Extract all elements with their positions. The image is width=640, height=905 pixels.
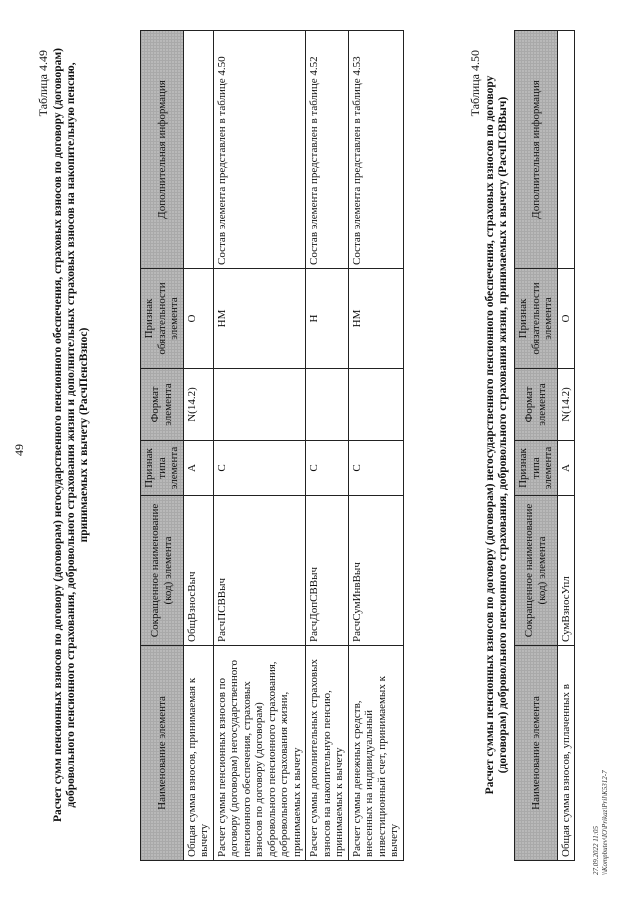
- table-cell: Состав элемента представлен в таблице 4.53: [348, 31, 403, 269]
- footer-stamp: [592, 770, 610, 875]
- table-caption: Таблица 4.50: [468, 50, 482, 117]
- table-caption: Таблица 4.49: [36, 50, 50, 117]
- table-row: [557, 31, 575, 861]
- column-header: Формат элемента: [515, 369, 558, 441]
- column-header: Признак обязательности элемента: [515, 269, 558, 369]
- table-cell: Расчет суммы дополнительных страховых взносов на накопительную пенсию, принимаемых к вычету: [306, 646, 349, 861]
- column-header: Признак типа элемента: [515, 441, 558, 496]
- table-cell: [557, 31, 575, 269]
- table-row: [348, 31, 403, 861]
- table-row: [183, 31, 213, 861]
- table-cell: С: [348, 441, 403, 496]
- table-cell: Общая сумма взносов, принимаемая к вычету: [183, 646, 213, 861]
- table-cell: А: [557, 441, 575, 496]
- table-cell: А: [183, 441, 213, 496]
- table-cell: [183, 31, 213, 269]
- table-cell: Расчет суммы денежных средств, внесенных на индивидуальный инвестиционный счет, принимаемых к вычету: [348, 646, 403, 861]
- data-table: [140, 30, 404, 861]
- table-cell: РасчСумИнвВыч: [348, 496, 403, 646]
- table-header-row: [515, 31, 558, 861]
- column-header: Наименование элемента: [515, 646, 558, 861]
- table-cell: С: [213, 441, 306, 496]
- table-cell: Состав элемента представлен в таблице 4.52: [306, 31, 349, 269]
- table-cell: О: [557, 269, 575, 369]
- table-cell: С: [306, 441, 349, 496]
- table-cell: НМ: [348, 269, 403, 369]
- table-cell: N(14.2): [557, 369, 575, 441]
- table-cell: N(14.2): [183, 369, 213, 441]
- column-header: Сокращенное наименование (код) элемента: [141, 496, 184, 646]
- column-header: Сокращенное наименование (код) элемента: [515, 496, 558, 646]
- table-cell: [306, 369, 349, 441]
- column-header: Дополнительная информация: [141, 31, 184, 269]
- table-cell: О: [183, 269, 213, 369]
- page-number: 49: [12, 444, 26, 456]
- table-header-row: [141, 31, 184, 861]
- column-header: Дополнительная информация: [515, 31, 558, 269]
- column-header: Признак обязательности элемента: [141, 269, 184, 369]
- table-cell: СумВзносУпл: [557, 496, 575, 646]
- table-title: Расчет сумм пенсионных взносов по договору (договорам) негосударственного пенсионного обеспечения, страховых взносов по договору (договорам) добровольного пенсионного страхования, добровольного страхования жизни и дополнительных страховых взносов на накопительную пенсию, принимаемых к вычету (РасчПенсВзнос): [52, 47, 90, 823]
- table-cell: Состав элемента представлен в таблице 4.50: [213, 31, 306, 269]
- table-cell: РасчДопСВВыч: [306, 496, 349, 646]
- column-header: Признак типа элемента: [141, 441, 184, 496]
- column-header: Формат элемента: [141, 369, 184, 441]
- footer-date: 27.09.2022 11:05: [592, 825, 600, 875]
- table-row: [306, 31, 349, 861]
- table-cell: [213, 369, 306, 441]
- table-cell: Н: [306, 269, 349, 369]
- table-cell: Общая сумма взносов, уплаченных в: [557, 646, 575, 861]
- column-header: Наименование элемента: [141, 646, 184, 861]
- table-cell: [348, 369, 403, 441]
- footer-path: \\Kompbutev\IO\Prikaz\Pril\K5312-7: [601, 770, 609, 875]
- table-title: Расчет суммы пенсионных взносов по договору (договорам) негосударственного пенсионного обеспечения, страховых взносов по договору (договорам) добровольного пенсионного страхования, добровольного страхования жизни, принимаемых к вычету (РасчПСВВыч): [484, 75, 509, 795]
- table-cell: РасчПСВВыч: [213, 496, 306, 646]
- table-cell: ОбщВзносВыч: [183, 496, 213, 646]
- table-cell: Расчет суммы пенсионных взносов по договору (договорам) негосударственного пенсионного обеспечения, страховых взносов по договору (договорам) добровольного пенсионного страхования, добровольного страхования жизни, принимаемых к вычету: [213, 646, 306, 861]
- data-table: [514, 30, 575, 861]
- table-cell: НМ: [213, 269, 306, 369]
- table-row: [213, 31, 306, 861]
